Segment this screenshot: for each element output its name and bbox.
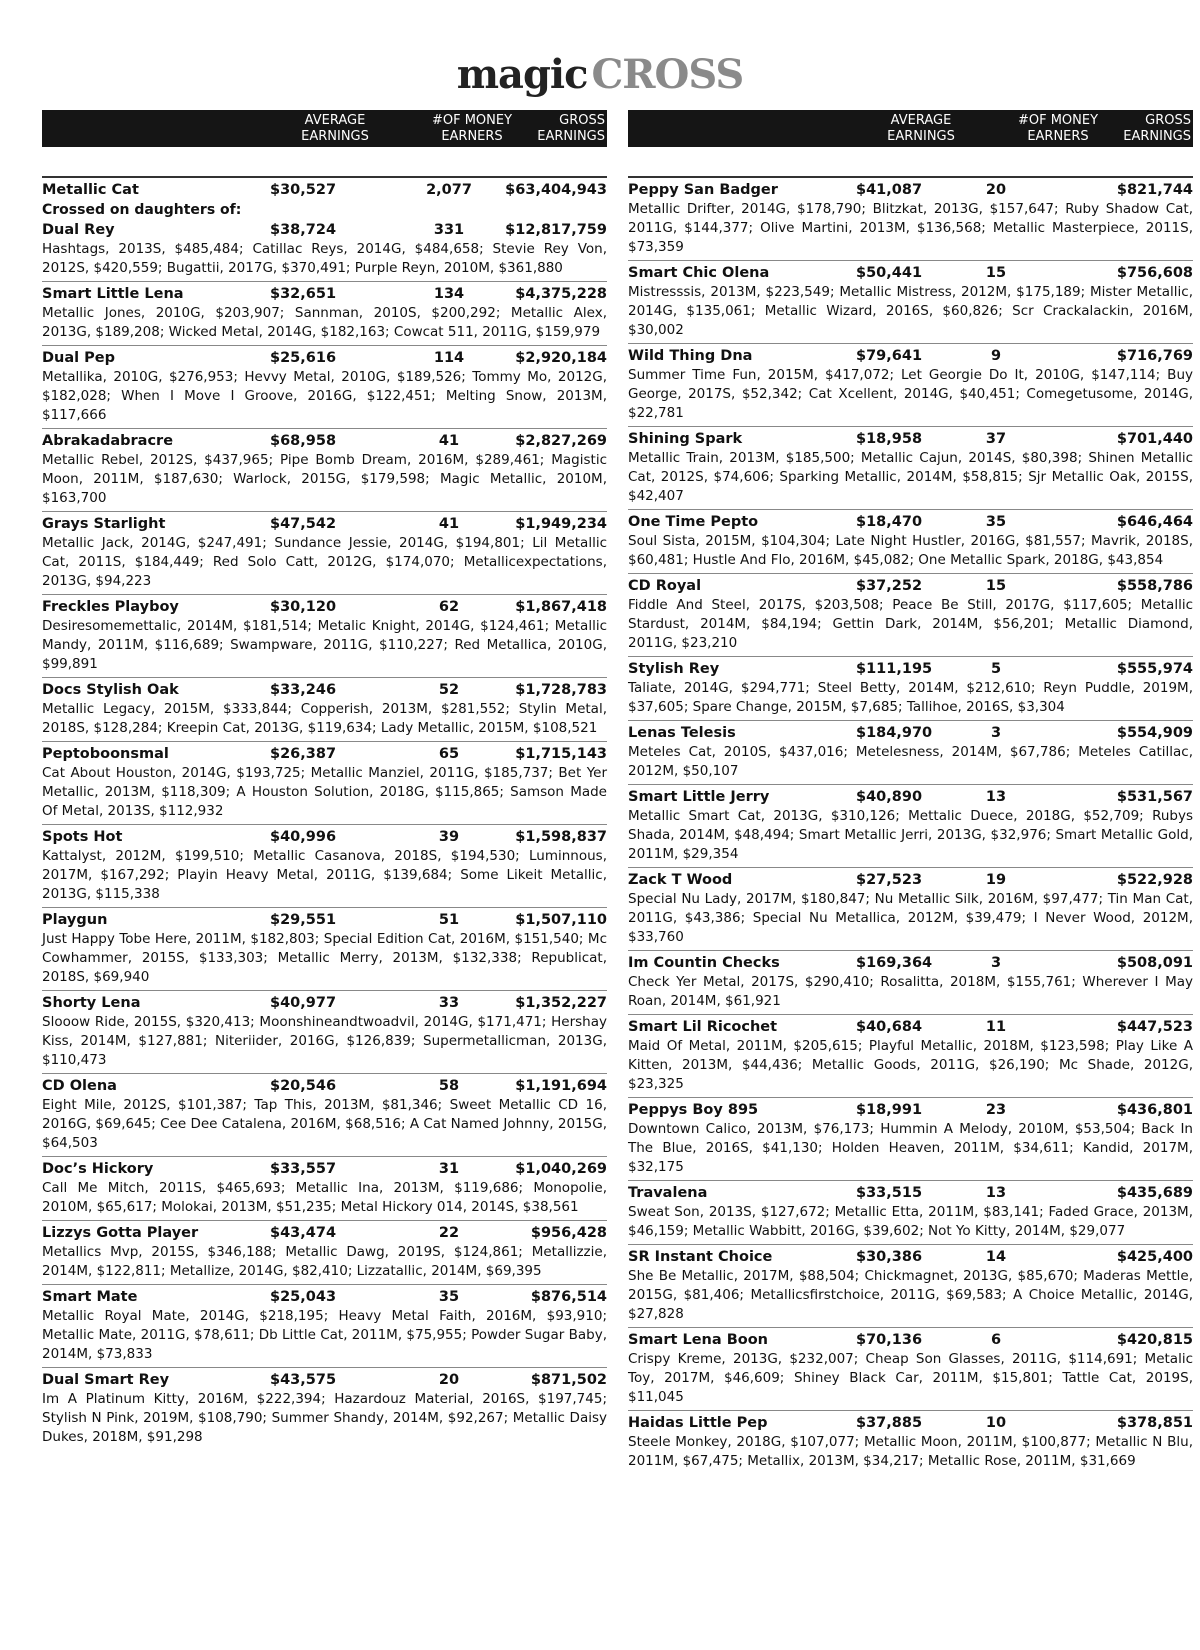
top-offspring-list: Eight Mile, 2012S, $101,387; Tap This, 2013M, $81,346; Sweet Metallic CD 16, 2016G, $69,645; Cee Dee Catalena, 2016M, $68,516; A Cat Named Johnny, 2015G, $64,503: [42, 1097, 607, 1151]
average-earnings: $33,515: [856, 1185, 923, 1201]
average-earnings: $50,441: [856, 265, 923, 281]
gross-earnings: $554,909: [1116, 725, 1193, 741]
stats-row: [42, 744, 607, 764]
average-earnings: $40,996: [270, 829, 337, 845]
sire-entry: [42, 176, 607, 220]
money-earners-count: 41: [438, 516, 460, 532]
average-earnings: $25,043: [270, 1289, 337, 1305]
stats-row: [42, 1370, 607, 1390]
gross-earnings: $716,769: [1116, 348, 1193, 364]
mare-sire-name: Peppy San Badger: [628, 182, 778, 198]
mare-sire-entry: [42, 741, 607, 824]
mare-sire-entry: [628, 1410, 1193, 1474]
stats-row: [42, 827, 607, 847]
top-offspring-list: Desiresomemettalic, 2014M, $181,514; Metalic Knight, 2014G, $124,461; Metallic Mandy, 2011M, $116,689; Swampware, 2011G, $110,227; Red Metallica, 2010G, $99,891: [42, 618, 607, 672]
mare-sire-entry: [628, 784, 1193, 867]
title-magic: magic: [456, 51, 588, 98]
top-offspring-list: Summer Time Fun, 2015M, $417,072; Let Georgie Do It, 2010G, $147,114; Buy George, 2017S, $52,342; Cat Xcellent, 2014G, $40,451; Comegetusome, 2014G, $22,781: [628, 367, 1193, 421]
sire-gross: $63,404,943: [505, 182, 607, 198]
average-earnings: $70,136: [856, 1332, 923, 1348]
average-earnings: $18,958: [856, 431, 923, 447]
average-earnings: $40,684: [856, 1019, 923, 1035]
gross-earnings: $1,191,694: [515, 1078, 607, 1094]
stats-row: [628, 346, 1193, 366]
page-title: [0, 50, 1200, 100]
top-offspring-list: Mistresssis, 2013M, $223,549; Metallic Mistress, 2012M, $175,189; Mister Metallic, 2014G, $135,061; Metallic Wizard, 2016S, $60,826; Scr Crackalackin, 2016M, $30,002: [628, 284, 1193, 338]
average-earnings: $41,087: [856, 182, 923, 198]
gross-earnings: $1,040,269: [515, 1161, 607, 1177]
mare-sire-name: Zack T Wood: [628, 872, 733, 888]
stats-row: [42, 1287, 607, 1307]
gross-earnings: $1,867,418: [515, 599, 607, 615]
top-offspring-list: Slooow Ride, 2015S, $320,413; Moonshineandtwoadvil, 2014G, $171,471; Hershay Kiss, 2014M, $127,881; Niteriider, 2016G, $126,839; Supermetallicman, 2013G, $110,473: [42, 1014, 607, 1068]
mare-sire-name: CD Royal: [628, 578, 702, 594]
title-cross: CROSS: [591, 51, 744, 98]
mare-sire-name: Shorty Lena: [42, 995, 141, 1011]
header-money-earners: #OF MONEY EARNERS: [1017, 113, 1099, 144]
mare-sire-name: SR Instant Choice: [628, 1249, 773, 1265]
header-average-earnings: AVERAGE EARNINGS: [301, 113, 369, 144]
mare-sire-entry: [628, 950, 1193, 1014]
stats-row: [42, 1223, 607, 1243]
money-earners-count: 23: [985, 1102, 1007, 1118]
money-earners-count: 11: [985, 1019, 1007, 1035]
top-offspring-list: Metallic Royal Mate, 2014G, $218,195; Heavy Metal Faith, 2016M, $93,910; Metallic Mate, 2011G, $78,611; Db Little Cat, 2011M, $75,955; Powder Sugar Baby, 2014M, $73,833: [42, 1308, 607, 1362]
top-offspring-list: Sweat Son, 2013S, $127,672; Metallic Etta, 2011M, $83,141; Faded Grace, 2013M, $46,159; Metallic Wabbitt, 2016G, $39,602; Not Yo Kitty, 2014M, $29,077: [628, 1204, 1193, 1239]
stats-row: [42, 1076, 607, 1096]
mare-sire-entry: [628, 573, 1193, 656]
mare-sire-entry: [628, 343, 1193, 426]
top-offspring-list: Taliate, 2014G, $294,771; Steel Betty, 2014M, $212,610; Reyn Puddle, 2019M, $37,605; Spare Change, 2015M, $7,685; Tallihoe, 2016S, $3,304: [628, 680, 1193, 715]
top-offspring-list: Metallic Jones, 2010G, $203,907; Sannman, 2010S, $200,292; Metallic Alex, 2013G, $189,208; Wicked Metal, 2014G, $182,163; Cowcat 511, 2011G, $159,979: [42, 305, 607, 340]
money-earners-count: 41: [438, 433, 460, 449]
mare-sire-name: Stylish Rey: [628, 661, 720, 677]
top-offspring-list: Meteles Cat, 2010S, $437,016; Metelesness, 2014M, $67,786; Meteles Catillac, 2012M, $50,107: [628, 744, 1193, 779]
mare-sire-entry: [628, 867, 1193, 950]
mare-sire-entry: [42, 1284, 607, 1367]
gross-earnings: $701,440: [1116, 431, 1193, 447]
gross-earnings: $508,091: [1116, 955, 1193, 971]
average-earnings: $37,885: [856, 1415, 923, 1431]
header-money-earners: #OF MONEY EARNERS: [431, 113, 513, 144]
right-entries: [628, 176, 1193, 1474]
money-earners-count: 15: [985, 265, 1007, 281]
mare-sire-name: Spots Hot: [42, 829, 123, 845]
money-earners-count: 14: [985, 1249, 1007, 1265]
stats-row: [628, 870, 1193, 890]
stats-row: [628, 787, 1193, 807]
mare-sire-name: Smart Mate: [42, 1289, 138, 1305]
gross-earnings: $531,567: [1116, 789, 1193, 805]
gross-earnings: $871,502: [530, 1372, 607, 1388]
money-earners-count: 31: [438, 1161, 460, 1177]
mare-sire-name: Docs Stylish Oak: [42, 682, 179, 698]
mare-sire-name: Smart Chic Olena: [628, 265, 770, 281]
mare-sire-entry: [628, 1097, 1193, 1180]
mare-sire-name: Smart Lena Boon: [628, 1332, 768, 1348]
sire-name: Metallic Cat: [42, 182, 139, 198]
gross-earnings: $378,851: [1116, 1415, 1193, 1431]
mare-sire-name: Haidas Little Pep: [628, 1415, 768, 1431]
stats-row: [42, 348, 607, 368]
money-earners-count: 331: [433, 222, 465, 238]
gross-earnings: $646,464: [1116, 514, 1193, 530]
column-header: [628, 110, 1193, 147]
average-earnings: $111,195: [856, 661, 933, 677]
mare-sire-name: Lenas Telesis: [628, 725, 736, 741]
stats-row: [628, 263, 1193, 283]
mare-sire-entry: [42, 511, 607, 594]
stats-row: [42, 1159, 607, 1179]
top-offspring-list: Metallic Legacy, 2015M, $333,844; Copperish, 2013M, $281,552; Stylin Metal, 2018S, $128,284; Kreepin Cat, 2013G, $119,634; Lady Metallic, 2015M, $108,521: [42, 701, 607, 736]
gross-earnings: $435,689: [1116, 1185, 1193, 1201]
top-offspring-list: Metallika, 2010G, $276,953; Hevvy Metal, 2010G, $189,526; Tommy Mo, 2012G, $182,028; When I Move I Groove, 2016G, $122,451; Melting Snow, 2013M, $117,666: [42, 369, 607, 423]
stats-row: [628, 1413, 1193, 1433]
mare-sire-entry: [42, 1073, 607, 1156]
stats-row: [42, 220, 607, 240]
money-earners-count: 15: [985, 578, 1007, 594]
average-earnings: $18,991: [856, 1102, 923, 1118]
average-earnings: $26,387: [270, 746, 337, 762]
mare-sire-entry: [628, 1014, 1193, 1097]
average-earnings: $33,557: [270, 1161, 337, 1177]
money-earners-count: 6: [990, 1332, 1002, 1348]
money-earners-count: 19: [985, 872, 1007, 888]
top-offspring-list: Metallic Rebel, 2012S, $437,965; Pipe Bomb Dream, 2016M, $289,461; Magistic Moon, 2011M, $187,630; Warlock, 2015G, $179,598; Magic Metallic, 2010M, $163,700: [42, 452, 607, 506]
sire-average: $30,527: [270, 182, 337, 198]
money-earners-count: 22: [438, 1225, 460, 1241]
mare-sire-name: Grays Starlight: [42, 516, 166, 532]
mare-sire-entry: [628, 1327, 1193, 1410]
stats-row: [628, 1183, 1193, 1203]
mare-sire-entry: [42, 428, 607, 511]
average-earnings: $33,246: [270, 682, 337, 698]
gross-earnings: $1,949,234: [515, 516, 607, 532]
top-offspring-list: Kattalyst, 2012M, $199,510; Metallic Casanova, 2018S, $194,530; Luminnous, 2017M, $167,292; Playin Heavy Metal, 2011G, $139,684; Some Likeit Metallic, 2013G, $115,338: [42, 848, 607, 902]
money-earners-count: 58: [438, 1078, 460, 1094]
gross-earnings: $1,507,110: [515, 912, 607, 928]
top-offspring-list: Metallics Mvp, 2015S, $346,188; Metallic Dawg, 2019S, $124,861; Metallizzie, 2014M, $122,811; Metallize, 2014G, $82,410; Lizzatallic, 2014M, $69,395: [42, 1244, 607, 1279]
top-offspring-list: Just Happy Tobe Here, 2011M, $182,803; Special Edition Cat, 2016M, $151,540; Mc Cowhammer, 2015S, $133,303; Metallic Merry, 2013M, $132,338; Republicat, 2018S, $69,940: [42, 931, 607, 985]
money-earners-count: 114: [433, 350, 465, 366]
mare-sire-name: Im Countin Checks: [628, 955, 780, 971]
average-earnings: $68,958: [270, 433, 337, 449]
mare-sire-entry: [628, 260, 1193, 343]
gross-earnings: $522,928: [1116, 872, 1193, 888]
gross-earnings: $821,744: [1116, 182, 1193, 198]
average-earnings: $32,651: [270, 286, 337, 302]
money-earners-count: 10: [985, 1415, 1007, 1431]
money-earners-count: 51: [438, 912, 460, 928]
left-column: [42, 110, 607, 1445]
average-earnings: $40,890: [856, 789, 923, 805]
money-earners-count: 3: [990, 725, 1002, 741]
mare-sire-entry: [42, 1220, 607, 1284]
stats-row: [42, 993, 607, 1013]
average-earnings: $30,386: [856, 1249, 923, 1265]
top-offspring-list: Call Me Mitch, 2011S, $465,693; Metallic Ina, 2013M, $119,686; Monopolie, 2010M, $65,617; Molokai, 2013M, $51,235; Metal Hickory 014, 2014S, $38,561: [42, 1180, 607, 1215]
money-earners-count: 134: [433, 286, 465, 302]
gross-earnings: $756,608: [1116, 265, 1193, 281]
money-earners-count: 33: [438, 995, 460, 1011]
mare-sire-name: Doc’s Hickory: [42, 1161, 154, 1177]
mare-sire-entry: [628, 656, 1193, 720]
average-earnings: $29,551: [270, 912, 337, 928]
average-earnings: $37,252: [856, 578, 923, 594]
mare-sire-name: Wild Thing Dna: [628, 348, 753, 364]
money-earners-count: 20: [985, 182, 1007, 198]
top-offspring-list: Metallic Train, 2013M, $185,500; Metallic Cajun, 2014S, $80,398; Shinen Metallic Cat, 2012S, $74,606; Sparking Metallic, 2014M, $58,815; Sjr Metallic Oak, 2015S, $42,407: [628, 450, 1193, 504]
mare-sire-name: Abrakadabracre: [42, 433, 174, 449]
money-earners-count: 35: [985, 514, 1007, 530]
top-offspring-list: Crispy Kreme, 2013G, $232,007; Cheap Son Glasses, 2011G, $114,691; Metalic Toy, 2017M, $46,609; Shiney Black Car, 2011M, $15,801; Tattle Cat, 2019S, $11,045: [628, 1351, 1193, 1405]
header-average-earnings: AVERAGE EARNINGS: [887, 113, 955, 144]
top-offspring-list: Im A Platinum Kitty, 2016M, $222,394; Hazardouz Material, 2016S, $197,745; Stylish N Pink, 2019M, $108,790; Summer Shandy, 2014M, $92,267; Metallic Daisy Dukes, 2018M, $91,298: [42, 1391, 607, 1445]
mare-sire-entry: [42, 824, 607, 907]
average-earnings: $184,970: [856, 725, 933, 741]
top-offspring-list: Downtown Calico, 2013M, $76,173; Hummin A Melody, 2010M, $53,504; Back In The Blue, 2016S, $41,130; Holden Heaven, 2011M, $34,611; Kandid, 2017M, $32,175: [628, 1121, 1193, 1175]
money-earners-count: 52: [438, 682, 460, 698]
top-offspring-list: Steele Monkey, 2018G, $107,077; Metallic Moon, 2011M, $100,877; Metallic N Blu, 2011M, $67,475; Metallix, 2013M, $34,217; Metallic Rose, 2011M, $31,669: [628, 1434, 1193, 1469]
top-offspring-list: Maid Of Metal, 2011M, $205,615; Playful Metallic, 2018M, $123,598; Play Like A Kitten, 2013M, $44,436; Metallic Goods, 2011G, $26,190; Mc Shade, 2012G, $23,325: [628, 1038, 1193, 1092]
gross-earnings: $447,523: [1116, 1019, 1193, 1035]
mare-sire-entry: [42, 907, 607, 990]
mare-sire-name: Smart Little Jerry: [628, 789, 770, 805]
mare-sire-name: One Time Pepto: [628, 514, 759, 530]
gross-earnings: $436,801: [1116, 1102, 1193, 1118]
mare-sire-entry: [628, 426, 1193, 509]
mare-sire-entry: [42, 1367, 607, 1450]
mare-sire-entry: [628, 176, 1193, 260]
stats-row: [628, 953, 1193, 973]
top-offspring-list: Hashtags, 2013S, $485,484; Catillac Reys, 2014G, $484,658; Stevie Rey Von, 2012S, $420,559; Bugattii, 2017G, $370,491; Purple Reyn, 2010M, $361,880: [42, 241, 607, 276]
money-earners-count: 62: [438, 599, 460, 615]
mare-sire-name: Playgun: [42, 912, 108, 928]
mare-sire-entry: [42, 1156, 607, 1220]
mare-sire-entry: [628, 1244, 1193, 1327]
money-earners-count: 5: [990, 661, 1002, 677]
stats-row: [628, 1330, 1193, 1350]
stats-row: [628, 429, 1193, 449]
average-earnings: $79,641: [856, 348, 923, 364]
top-offspring-list: Metallic Drifter, 2014G, $178,790; Blitzkat, 2013G, $157,647; Ruby Shadow Cat, 2011G, $144,377; Olive Martini, 2013M, $136,568; Metallic Masterpiece, 2011S, $73,359: [628, 201, 1193, 255]
crossed-label: Crossed on daughters of:: [42, 202, 242, 218]
gross-earnings: $425,400: [1116, 1249, 1193, 1265]
mare-sire-name: Travalena: [628, 1185, 708, 1201]
average-earnings: $27,523: [856, 872, 923, 888]
average-earnings: $18,470: [856, 514, 923, 530]
money-earners-count: 35: [438, 1289, 460, 1305]
stats-row: [628, 1247, 1193, 1267]
gross-earnings: $420,815: [1116, 1332, 1193, 1348]
mare-sire-name: Dual Pep: [42, 350, 116, 366]
money-earners-count: 3: [990, 955, 1002, 971]
mare-sire-name: CD Olena: [42, 1078, 117, 1094]
stats-row: [42, 597, 607, 617]
gross-earnings: $1,728,783: [515, 682, 607, 698]
header-gross-earnings: GROSS EARNINGS: [537, 113, 605, 144]
header-gross-earnings: GROSS EARNINGS: [1123, 113, 1191, 144]
average-earnings: $169,364: [856, 955, 933, 971]
stats-row: [628, 723, 1193, 743]
gross-earnings: $2,920,184: [515, 350, 607, 366]
top-offspring-list: Soul Sista, 2015M, $104,304; Late Night Hustler, 2016G, $81,557; Mavrik, 2018S, $60,481; Hustle And Flo, 2016M, $45,082; One Metallic Spark, 2018G, $43,854: [628, 533, 1193, 568]
stats-row: [628, 1100, 1193, 1120]
gross-earnings: $1,715,143: [515, 746, 607, 762]
gross-earnings: $2,827,269: [515, 433, 607, 449]
gross-earnings: $956,428: [530, 1225, 607, 1241]
left-entries: [42, 176, 607, 1450]
stats-row: [628, 659, 1193, 679]
stats-row: [42, 431, 607, 451]
gross-earnings: $876,514: [530, 1289, 607, 1305]
sire-stats-row: [42, 180, 607, 200]
mare-sire-name: Smart Little Lena: [42, 286, 184, 302]
mare-sire-entry: [42, 345, 607, 428]
money-earners-count: 20: [438, 1372, 460, 1388]
average-earnings: $40,977: [270, 995, 337, 1011]
stats-row: [42, 284, 607, 304]
money-earners-count: 13: [985, 1185, 1007, 1201]
money-earners-count: 39: [438, 829, 460, 845]
gross-earnings: $1,352,227: [515, 995, 607, 1011]
top-offspring-list: Special Nu Lady, 2017M, $180,847; Nu Metallic Silk, 2016M, $97,477; Tin Man Cat, 2011G, $43,386; Special Nu Metallica, 2012M, $39,479; I Never Wood, 2012M, $33,760: [628, 891, 1193, 945]
money-earners-count: 13: [985, 789, 1007, 805]
average-earnings: $30,120: [270, 599, 337, 615]
top-offspring-list: Fiddle And Steel, 2017S, $203,508; Peace Be Still, 2017G, $117,605; Metallic Stardust, 2014M, $84,194; Gettin Dark, 2014M, $56,201; Metallic Diamond, 2011G, $23,210: [628, 597, 1193, 651]
mare-sire-name: Peptoboonsmal: [42, 746, 169, 762]
stats-row: [628, 576, 1193, 596]
mare-sire-entry: [628, 720, 1193, 784]
gross-earnings: $4,375,228: [515, 286, 607, 302]
top-offspring-list: Metallic Jack, 2014G, $247,491; Sundance Jessie, 2014G, $194,801; Lil Metallic Cat, 2011S, $184,449; Red Solo Catt, 2012G, $174,070; Metallicexpectations, 2013G, $94,223: [42, 535, 607, 589]
average-earnings: $43,474: [270, 1225, 337, 1241]
mare-sire-entry: [42, 990, 607, 1073]
mare-sire-name: Peppys Boy 895: [628, 1102, 759, 1118]
mare-sire-entry: [628, 509, 1193, 573]
mare-sire-name: Freckles Playboy: [42, 599, 179, 615]
mare-sire-entry: [628, 1180, 1193, 1244]
stats-row: [628, 180, 1193, 200]
stats-row: [42, 910, 607, 930]
average-earnings: $43,575: [270, 1372, 337, 1388]
average-earnings: $20,546: [270, 1078, 337, 1094]
sire-count: 2,077: [426, 182, 472, 198]
average-earnings: $25,616: [270, 350, 337, 366]
mare-sire-entry: [42, 594, 607, 677]
mare-sire-name: Shining Spark: [628, 431, 743, 447]
gross-earnings: $1,598,837: [515, 829, 607, 845]
average-earnings: $38,724: [270, 222, 337, 238]
stats-row: [42, 514, 607, 534]
mare-sire-name: Lizzys Gotta Player: [42, 1225, 199, 1241]
mare-sire-name: Smart Lil Ricochet: [628, 1019, 778, 1035]
stats-row: [42, 680, 607, 700]
gross-earnings: $555,974: [1116, 661, 1193, 677]
right-column: [628, 110, 1193, 1469]
top-offspring-list: She Be Metallic, 2017M, $88,504; Chickmagnet, 2013G, $85,670; Maderas Mettle, 2015G, $81,406; Metallicsfirstchoice, 2011G, $69,583; A Choice Metallic, 2014G, $27,828: [628, 1268, 1193, 1322]
gross-earnings: $12,817,759: [505, 222, 607, 238]
mare-sire-entry: [42, 677, 607, 741]
average-earnings: $47,542: [270, 516, 337, 532]
top-offspring-list: Cat About Houston, 2014G, $193,725; Metallic Manziel, 2011G, $185,737; Bet Yer Metallic, 2013M, $118,309; A Houston Solution, 2018G, $115,865; Samson Made Of Metal, 2013S, $112,932: [42, 765, 607, 819]
money-earners-count: 37: [985, 431, 1007, 447]
top-offspring-list: Metallic Smart Cat, 2013G, $310,126; Mettalic Duece, 2018G, $52,709; Rubys Shada, 2014M, $48,494; Smart Metallic Jerri, 2013G, $32,976; Smart Metallic Gold, 2011M, $29,354: [628, 808, 1193, 862]
stats-row: [628, 1017, 1193, 1037]
mare-sire-name: Dual Smart Rey: [42, 1372, 170, 1388]
column-header: [42, 110, 607, 147]
gross-earnings: $558,786: [1116, 578, 1193, 594]
money-earners-count: 9: [990, 348, 1002, 364]
top-offspring-list: Check Yer Metal, 2017S, $290,410; Rosalitta, 2018M, $155,761; Wherever I May Roan, 2014M, $61,921: [628, 974, 1193, 1009]
mare-sire-entry: [42, 281, 607, 345]
stats-row: [628, 512, 1193, 532]
mare-sire-name: Dual Rey: [42, 222, 115, 238]
money-earners-count: 65: [438, 746, 460, 762]
mare-sire-entry: [42, 220, 607, 281]
